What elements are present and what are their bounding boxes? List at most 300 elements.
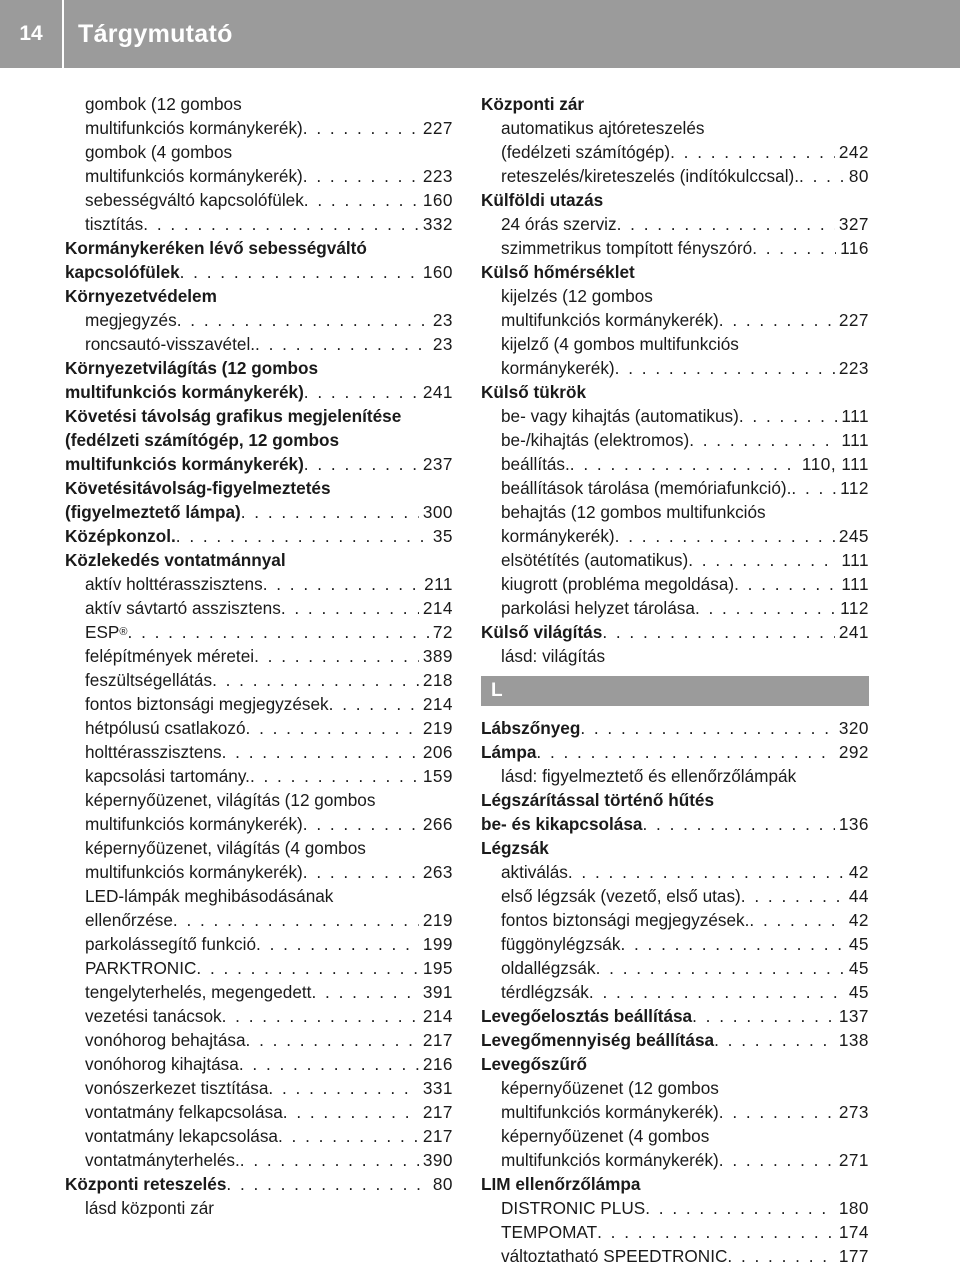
index-entry-text: Kormánykeréken lévő sebességváltó xyxy=(65,238,367,258)
page-reference: 320 xyxy=(838,718,869,738)
index-entry-text: Környezetvilágítás (12 gombos xyxy=(65,358,319,378)
index-entry xyxy=(481,1004,869,1028)
index-entry xyxy=(481,404,869,428)
dot-leader xyxy=(670,140,835,164)
dot-leader xyxy=(128,620,429,644)
index-entry-text: lásd: világítás xyxy=(501,646,606,666)
index-entry-text: (figyelmeztető lámpa) xyxy=(65,502,241,522)
index-entry xyxy=(65,572,453,596)
index-entry xyxy=(481,284,869,308)
index-entry xyxy=(65,1124,453,1148)
page-reference: 223 xyxy=(838,358,869,378)
page-reference: 219 xyxy=(422,718,453,738)
dot-leader xyxy=(226,1172,428,1196)
index-entry-text: be-/kihajtás (elektromos) xyxy=(501,430,690,450)
index-entry-text: aktív sávtartó asszisztens xyxy=(85,598,281,618)
page-reference: 237 xyxy=(422,454,453,474)
dot-leader xyxy=(311,980,418,1004)
dot-leader xyxy=(281,596,419,620)
page-reference: 45 xyxy=(848,934,869,954)
index-entry xyxy=(65,668,453,692)
index-entry-text: Középkonzol. xyxy=(65,526,176,546)
index-entry-text: változtatható SPEEDTRONIC xyxy=(501,1246,728,1266)
index-entry-text: Követési távolság grafikus megjelenítése xyxy=(65,406,402,426)
index-entry-text: Központi reteszelés xyxy=(65,1174,227,1194)
page-reference: 111 xyxy=(841,550,869,570)
index-entry xyxy=(481,836,869,860)
index-entry-text: feszültségellátás xyxy=(85,670,213,690)
index-entry-text: Levegőelosztás beállítása xyxy=(481,1006,693,1026)
index-entry xyxy=(65,404,453,428)
index-entry xyxy=(481,356,869,380)
index-entry-text: beállítások tárolása (memóriafunkció). xyxy=(501,478,792,498)
dot-leader xyxy=(692,1004,835,1028)
header-divider xyxy=(62,0,64,68)
dot-leader xyxy=(597,1220,835,1244)
index-entry xyxy=(481,500,869,524)
index-entry xyxy=(65,1076,453,1100)
index-entry-text: LIM ellenőrzőlámpa xyxy=(481,1174,641,1194)
dot-leader xyxy=(727,1244,834,1268)
page-reference: 112 xyxy=(840,598,869,618)
page-reference: 23 xyxy=(432,334,453,354)
dot-leader xyxy=(222,740,419,764)
page-reference: 111 xyxy=(841,574,869,594)
dot-leader xyxy=(714,1028,835,1052)
index-entry-text: Légszárítással történő hűtés xyxy=(481,790,715,810)
page-reference: 137 xyxy=(838,1006,869,1026)
dot-leader xyxy=(719,1100,835,1124)
index-entry xyxy=(481,572,869,596)
page-reference: 72 xyxy=(432,622,453,642)
index-entry xyxy=(65,1028,453,1052)
index-entry-text: Külső világítás xyxy=(481,622,603,642)
index-entry xyxy=(65,1004,453,1028)
dot-leader xyxy=(620,932,844,956)
index-entry xyxy=(481,956,869,980)
dot-leader xyxy=(719,308,835,332)
dot-leader xyxy=(602,620,835,644)
index-entry xyxy=(481,548,869,572)
page-reference: 160 xyxy=(422,262,453,282)
index-entry xyxy=(65,140,453,164)
page-reference: 227 xyxy=(422,118,453,138)
index-entry xyxy=(65,548,453,572)
dot-leader xyxy=(304,188,419,212)
page-reference: 242 xyxy=(838,142,869,162)
page-reference: 227 xyxy=(838,310,869,330)
index-entry xyxy=(65,308,453,332)
page-reference: 35 xyxy=(432,526,453,546)
index-entry xyxy=(65,164,453,188)
page-reference: 263 xyxy=(422,862,453,882)
page-header xyxy=(0,0,960,68)
index-entry-text: vezetési tanácsok xyxy=(85,1006,222,1026)
dot-leader xyxy=(791,476,836,500)
dot-leader xyxy=(143,212,419,236)
page-reference: 112 xyxy=(840,478,869,498)
index-entry xyxy=(481,788,869,812)
dot-leader xyxy=(596,956,845,980)
page-reference: 45 xyxy=(848,982,869,1002)
index-entry xyxy=(481,716,869,740)
index-entry-text: be- és kikapcsolása xyxy=(481,814,643,834)
page-reference: 273 xyxy=(838,1102,869,1122)
page-reference: 390 xyxy=(422,1150,453,1170)
index-entry xyxy=(65,476,453,500)
dot-leader xyxy=(304,452,419,476)
index-entry-text: DISTRONIC PLUS xyxy=(501,1198,646,1218)
index-entry xyxy=(65,524,453,548)
index-entry-text: megjegyzés xyxy=(85,310,177,330)
page-reference: 110, 111 xyxy=(801,454,869,474)
index-entry-text: aktiválás xyxy=(501,862,568,882)
dot-leader xyxy=(246,716,419,740)
page-number: 14 xyxy=(19,22,43,45)
dot-leader xyxy=(180,260,419,284)
dot-leader xyxy=(645,1196,835,1220)
dot-leader xyxy=(752,236,836,260)
index-entry xyxy=(65,92,453,116)
index-entry xyxy=(65,284,453,308)
index-entry-text: PARKTRONIC xyxy=(85,958,197,978)
page-reference: 241 xyxy=(422,382,453,402)
index-entry xyxy=(481,1196,869,1220)
index-entry-text: be- vagy kihajtás (automatikus) xyxy=(501,406,739,426)
index-entry-text: multifunkciós kormánykerék) xyxy=(85,118,303,138)
index-entry xyxy=(481,620,869,644)
index-entry xyxy=(65,812,453,836)
index-entry xyxy=(481,908,869,932)
index-entry xyxy=(65,380,453,404)
index-entry-text: Lábszőnyeg xyxy=(481,718,581,738)
dot-leader xyxy=(268,1076,418,1100)
index-entry xyxy=(65,908,453,932)
dot-leader xyxy=(212,668,419,692)
page-reference: 241 xyxy=(838,622,869,642)
index-entry-text: elsötétítés (automatikus) xyxy=(501,550,689,570)
page-reference: 218 xyxy=(422,670,453,690)
dot-leader xyxy=(283,1100,419,1124)
index-entry xyxy=(481,332,869,356)
index-entry-text: gombok (4 gombos xyxy=(85,142,233,162)
index-entry xyxy=(65,596,453,620)
index-entry-text: 24 órás szerviz xyxy=(501,214,617,234)
page-reference: 331 xyxy=(422,1078,453,1098)
page-reference: 116 xyxy=(840,238,869,258)
index-entry-text: térdlégzsák xyxy=(501,982,589,1002)
dot-leader xyxy=(689,428,837,452)
index-entry xyxy=(481,164,869,188)
index-entry-text: multifunkciós kormánykerék) xyxy=(501,1102,719,1122)
index-entry xyxy=(481,1100,869,1124)
index-entry xyxy=(65,260,453,284)
index-entry-text: multifunkciós kormánykerék) xyxy=(65,382,304,402)
index-entry xyxy=(65,740,453,764)
index-entry xyxy=(481,212,869,236)
index-entry xyxy=(481,116,869,140)
index-entry-text: szimmetrikus tompított fényszóró xyxy=(501,238,753,258)
dot-leader xyxy=(304,380,419,404)
dot-leader xyxy=(536,740,834,764)
dot-leader xyxy=(256,932,419,956)
page-reference: 216 xyxy=(422,1054,453,1074)
index-entry xyxy=(65,716,453,740)
index-entry-text: kapcsolási tartomány. xyxy=(85,766,250,786)
page-reference: 245 xyxy=(838,526,869,546)
index-entry xyxy=(65,644,453,668)
index-entry xyxy=(481,188,869,212)
page-reference: 111 xyxy=(841,430,869,450)
dot-leader xyxy=(329,692,419,716)
page-reference: 42 xyxy=(848,862,869,882)
index-entry xyxy=(65,1196,453,1220)
index-entry xyxy=(481,476,869,500)
dot-leader xyxy=(719,1148,835,1172)
index-entry-text: kormánykerék) xyxy=(501,358,615,378)
page-reference: 217 xyxy=(422,1102,453,1122)
dot-leader xyxy=(176,524,429,548)
dot-leader xyxy=(263,572,420,596)
index-entry-text: első légzsák (vezető, első utas) xyxy=(501,886,741,906)
dot-leader xyxy=(580,716,834,740)
index-entry-text: reteszelés/kireteszelés (indítókulccsal). xyxy=(501,166,800,186)
page-title: Tárgymutató xyxy=(78,19,233,48)
index-entry xyxy=(65,500,453,524)
index-entry xyxy=(481,596,869,620)
index-entry-text: képernyőüzenet, világítás (12 gombos xyxy=(85,790,376,810)
page-reference: 223 xyxy=(422,166,453,186)
index-entry xyxy=(481,92,869,116)
index-entry-text: Közlekedés vontatmánnyal xyxy=(65,550,286,570)
index-entry-text: kijelzés (12 gombos xyxy=(501,286,653,306)
index-entry-text: hétpólusú csatlakozó xyxy=(85,718,246,738)
index-entry xyxy=(65,452,453,476)
page-reference: 45 xyxy=(848,958,869,978)
index-entry xyxy=(481,1172,869,1196)
index-entry-text: beállítás. xyxy=(501,454,570,474)
page-reference: 271 xyxy=(838,1150,869,1170)
page-reference: 80 xyxy=(848,166,869,186)
index-entry xyxy=(65,212,453,236)
index-group-l xyxy=(481,716,869,1268)
page-reference: 266 xyxy=(422,814,453,834)
index-entry xyxy=(481,1076,869,1100)
dot-leader xyxy=(250,764,419,788)
dot-leader xyxy=(196,956,418,980)
dot-leader xyxy=(617,212,835,236)
dot-leader xyxy=(303,116,419,140)
index-entry xyxy=(65,356,453,380)
index-entry-text: holttérasszisztens xyxy=(85,742,222,762)
index-entry xyxy=(65,788,453,812)
index-entry xyxy=(65,1100,453,1124)
index-entry-text: Külső tükrök xyxy=(481,382,587,402)
index-entry-text: képernyőüzenet (12 gombos xyxy=(501,1078,719,1098)
dot-leader xyxy=(278,1124,419,1148)
dot-leader xyxy=(254,644,419,668)
index-entry xyxy=(481,812,869,836)
page-reference: 177 xyxy=(838,1246,869,1266)
index-entry xyxy=(65,860,453,884)
index-entry xyxy=(481,524,869,548)
dot-leader xyxy=(695,596,836,620)
dot-leader xyxy=(642,812,834,836)
page-reference: 23 xyxy=(432,310,453,330)
page-reference: 327 xyxy=(838,214,869,234)
page-reference: 111 xyxy=(841,406,869,426)
index-entry-text: ESP xyxy=(85,622,120,642)
page-reference: 219 xyxy=(422,910,453,930)
index-entry-text: Központi zár xyxy=(481,94,585,114)
page-reference: 44 xyxy=(848,886,869,906)
dot-leader xyxy=(173,908,419,932)
page-reference: 42 xyxy=(848,910,869,930)
index-entry xyxy=(65,836,453,860)
dot-leader xyxy=(241,500,419,524)
page-reference: 214 xyxy=(422,598,453,618)
index-entry xyxy=(481,140,869,164)
page-reference: 206 xyxy=(422,742,453,762)
index-entry-text: multifunkciós kormánykerék) xyxy=(85,814,303,834)
index-entry-text: vonóhorog kihajtása xyxy=(85,1054,239,1074)
index-entry-text: lásd: figyelmeztető és ellenőrzőlámpák xyxy=(501,766,797,786)
dot-leader xyxy=(239,1052,419,1076)
index-entry-text: kiugrott (probléma megoldása) xyxy=(501,574,735,594)
index-entry-text: vonószerkezet tisztítása xyxy=(85,1078,269,1098)
index-entry-text: kapcsolófülek xyxy=(65,262,180,282)
index-entry xyxy=(481,860,869,884)
page-reference: 159 xyxy=(422,766,453,786)
index-entry xyxy=(65,116,453,140)
index-entry-text: aktív holttérasszisztens xyxy=(85,574,263,594)
dot-leader xyxy=(303,812,419,836)
page-reference: 195 xyxy=(422,958,453,978)
index-entry-text: Levegőmennyiség beállítása xyxy=(481,1030,715,1050)
index-entry xyxy=(65,428,453,452)
index-entry xyxy=(481,236,869,260)
index-entry-text: Külső hőmérséklet xyxy=(481,262,635,282)
index-entry-text: Külföldi utazás xyxy=(481,190,604,210)
index-entry-text: fontos biztonsági megjegyzések xyxy=(85,694,329,714)
dot-leader xyxy=(222,1004,419,1028)
index-entry-text: képernyőüzenet (4 gombos xyxy=(501,1126,710,1146)
index-entry-text: vontatmányterhelés. xyxy=(85,1150,240,1170)
index-entry-text: Levegőszűrő xyxy=(481,1054,588,1074)
index-entry xyxy=(65,332,453,356)
index-entry xyxy=(481,932,869,956)
index-entry-text: behajtás (12 gombos multifunkciós xyxy=(501,502,766,522)
index-entry xyxy=(481,884,869,908)
index-entry xyxy=(481,308,869,332)
dot-leader xyxy=(615,356,835,380)
dot-leader xyxy=(255,332,429,356)
dot-leader xyxy=(688,548,837,572)
index-entry xyxy=(481,764,869,788)
index-group-k xyxy=(481,92,869,668)
index-entry-text: oldallégzsák xyxy=(501,958,596,978)
page-reference: 174 xyxy=(838,1222,869,1242)
dot-leader xyxy=(568,860,845,884)
index-entry xyxy=(65,980,453,1004)
index-entry xyxy=(481,1028,869,1052)
index-entry xyxy=(65,188,453,212)
dot-leader xyxy=(749,908,844,932)
page-reference: 136 xyxy=(838,814,869,834)
index-entry xyxy=(481,428,869,452)
index-entry-text: vonóhorog behajtása xyxy=(85,1030,246,1050)
dot-leader xyxy=(799,164,845,188)
dot-leader xyxy=(570,452,798,476)
index-entry xyxy=(481,1244,869,1268)
index-entry-text: gombok (12 gombos xyxy=(85,94,242,114)
index-entry-text: Lámpa xyxy=(481,742,537,762)
page-reference: 332 xyxy=(422,214,453,234)
index-entry-text: multifunkciós kormánykerék) xyxy=(501,1150,719,1170)
page-reference: 214 xyxy=(422,1006,453,1026)
index-entry xyxy=(481,260,869,284)
index-entry xyxy=(65,932,453,956)
page-reference: 211 xyxy=(424,574,453,594)
index-entry xyxy=(65,236,453,260)
dot-leader xyxy=(734,572,837,596)
index-entry-text: roncsautó-visszavétel. xyxy=(85,334,256,354)
page-reference: 300 xyxy=(422,502,453,522)
dot-leader xyxy=(246,1028,419,1052)
page-reference: 80 xyxy=(432,1174,453,1194)
dot-leader xyxy=(741,884,845,908)
index-entry-text: (fedélzeti számítógép, 12 gombos xyxy=(65,430,340,450)
index-entry-text: parkolássegítő funkció xyxy=(85,934,257,954)
index-entry xyxy=(65,1148,453,1172)
index-entry-text: multifunkciós kormánykerék) xyxy=(85,166,303,186)
index-entry-text: vontatmány lekapcsolása xyxy=(85,1126,278,1146)
index-entry-text: kormánykerék) xyxy=(501,526,615,546)
index-entry xyxy=(481,1052,869,1076)
page-reference: 199 xyxy=(422,934,453,954)
index-entry xyxy=(65,620,453,644)
index-entry xyxy=(481,980,869,1004)
index-entry xyxy=(481,452,869,476)
index-entry-text: felépítmények méretei xyxy=(85,646,255,666)
index-column-right xyxy=(481,92,869,1268)
page-reference: 138 xyxy=(838,1030,869,1050)
dot-leader xyxy=(615,524,835,548)
page-reference: 292 xyxy=(838,742,869,762)
index-entry-text: multifunkciós kormánykerék) xyxy=(85,862,303,882)
index-entry xyxy=(65,1172,453,1196)
index-entry-text: LED-lámpák meghibásodásának xyxy=(85,886,334,906)
index-entry xyxy=(481,380,869,404)
page-reference: 180 xyxy=(838,1198,869,1218)
index-entry-text: függönylégzsák xyxy=(501,934,621,954)
index-column-left xyxy=(65,92,453,1220)
index-entry-text: multifunkciós kormánykerék) xyxy=(501,310,719,330)
index-entry-text: vontatmány felkapcsolása xyxy=(85,1102,283,1122)
dot-leader xyxy=(589,980,845,1004)
index-entry-text: Követésitávolság-figyelmeztetés xyxy=(65,478,331,498)
index-entry-text: ellenőrzése xyxy=(85,910,173,930)
page-reference: 391 xyxy=(422,982,453,1002)
index-entry xyxy=(65,764,453,788)
index-entry-text: tisztítás xyxy=(85,214,144,234)
index-entry xyxy=(65,884,453,908)
index-entry xyxy=(65,1052,453,1076)
index-entry xyxy=(481,644,869,668)
index-entry-text: kijelző (4 gombos multifunkciós xyxy=(501,334,739,354)
index-entry xyxy=(481,1148,869,1172)
index-entry-text: lásd központi zár xyxy=(85,1198,214,1218)
